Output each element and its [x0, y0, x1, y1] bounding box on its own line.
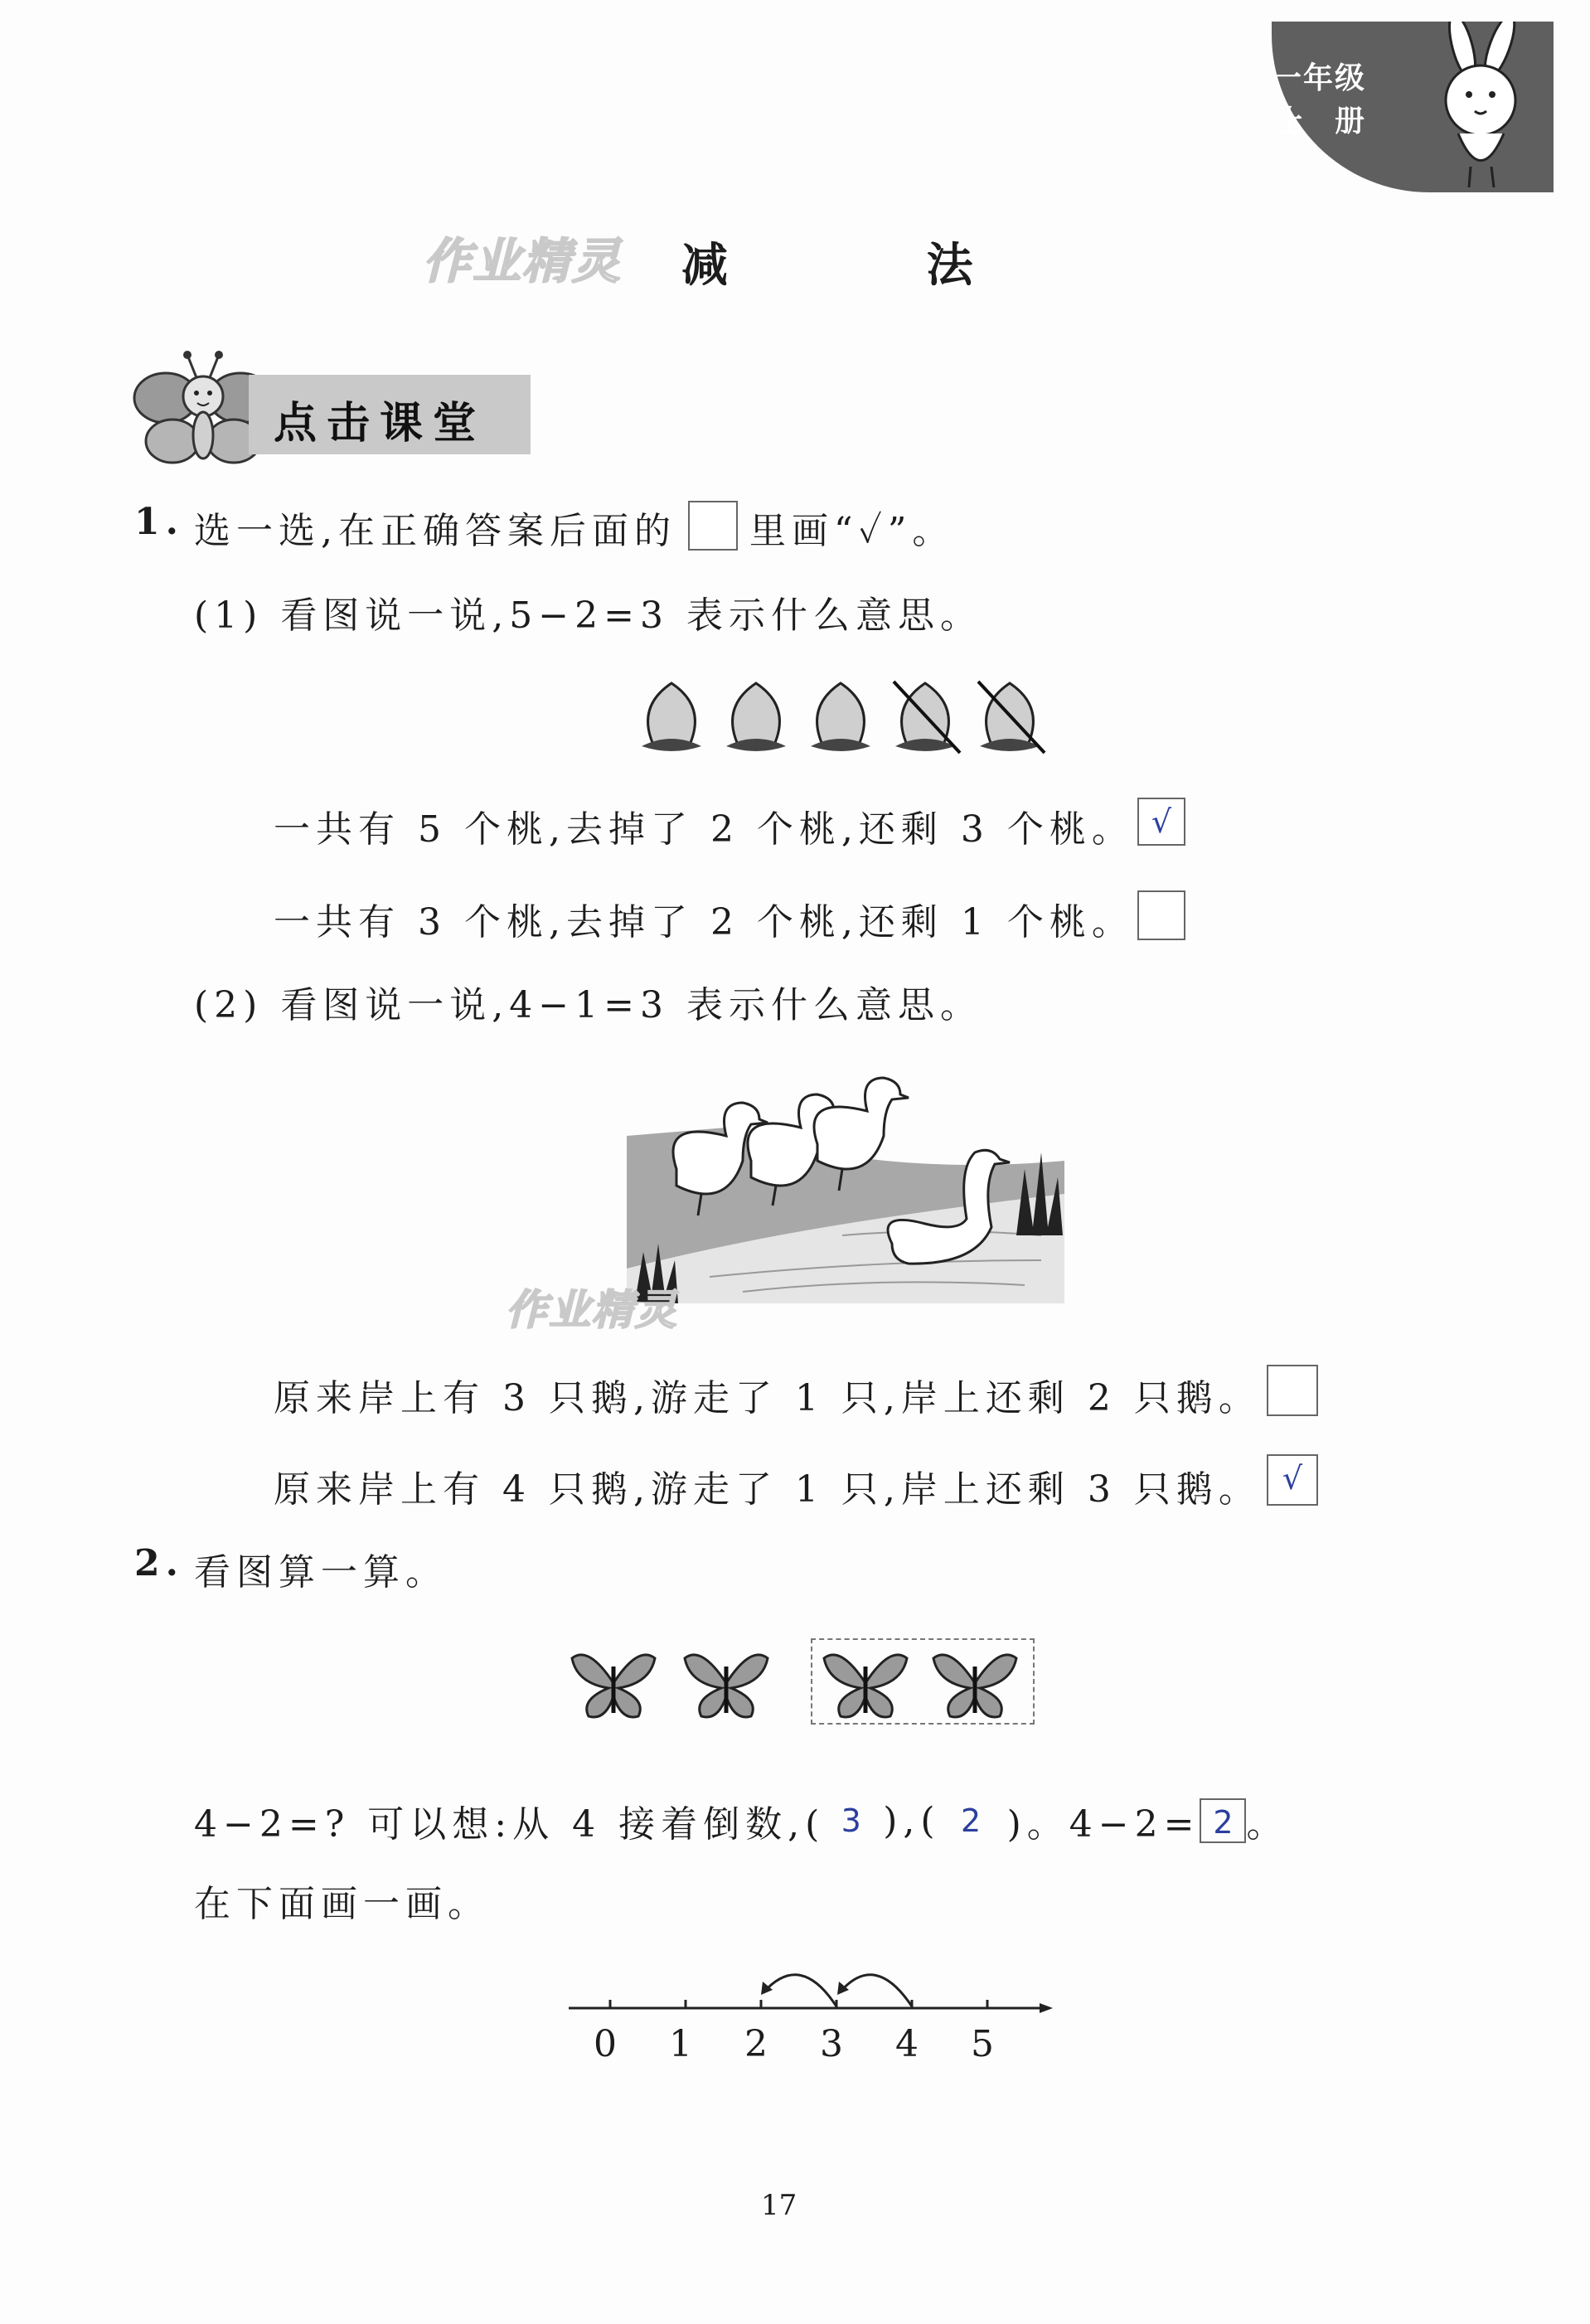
page-title: 减 法 [681, 239, 1064, 293]
butterfly-icon [572, 1655, 655, 1717]
tick-label: 2 [744, 2023, 768, 2065]
q2-text-c: )。4−2= [1006, 1803, 1200, 1846]
q1-p2-option1: 原来岸上有 3 只鹅,游走了 1 只,岸上还剩 2 只鹅。 [274, 1377, 1261, 1419]
answer-box-3[interactable]: 2 [1200, 1798, 1246, 1843]
answer-checkbox-3[interactable] [1267, 1365, 1318, 1416]
q2-draw-prompt: 在下面画一画。 [194, 1883, 490, 1925]
q1-part1-prompt: (1) 看图说一说,5−2=3 表示什么意思。 [194, 594, 983, 637]
volume-label: 上册 [1275, 104, 1395, 138]
q2-counting-line [194, 1794, 1288, 1847]
butterfly-icon [824, 1655, 907, 1717]
answer-1[interactable]: 3 [841, 1802, 867, 1839]
q1-p1-option2: 一共有 3 个桃,去掉了 2 个桃,还剩 1 个桃。 [274, 901, 1134, 944]
q1-p2-option2: 原来岸上有 4 只鹅,游走了 1 只,岸上还剩 3 只鹅。 [274, 1468, 1261, 1511]
crossed-peach-icon [894, 682, 960, 753]
watermark: 作业精灵 [423, 233, 623, 289]
peach-icon [642, 683, 701, 751]
tick-label: 1 [669, 2023, 692, 2065]
q2-text-b: ),( [883, 1799, 941, 1842]
tick-label: 5 [971, 2023, 994, 2065]
answer-checkbox-1[interactable]: √ [1137, 798, 1185, 846]
peach-icon [811, 683, 870, 751]
q2-text-a: 4−2=? 可以想:从 4 接着倒数,( [194, 1803, 826, 1846]
q2-number: 2. [134, 1542, 184, 1584]
tick-label: 0 [594, 2023, 617, 2065]
q2-prompt: 看图算一算。 [194, 1551, 448, 1594]
butterflies-illustration [569, 1647, 1033, 1721]
q1-part2-prompt: (2) 看图说一说,4−1=3 表示什么意思。 [194, 984, 983, 1026]
answer-2[interactable]: 2 [960, 1802, 987, 1839]
page-number: 17 [761, 2189, 797, 2222]
answer-checkbox-2[interactable] [1137, 890, 1185, 940]
q1-number: 1. [134, 501, 184, 543]
crossed-peach-icon [978, 682, 1045, 753]
grade-badge [1272, 22, 1554, 192]
jump-arrow [764, 1975, 836, 2006]
tick-label: 4 [895, 2023, 919, 2065]
q1-p1-option1: 一共有 5 个桃,去掉了 2 个桃,还剩 3 个桃。 [274, 808, 1134, 851]
answer-checkbox-4[interactable]: √ [1267, 1454, 1318, 1506]
q2-text-d: 。 [1246, 1803, 1289, 1846]
number-line-labels [594, 2023, 1025, 2073]
grade-label: 一年级 [1272, 61, 1367, 95]
tick-label: 3 [820, 2023, 843, 2065]
q1-instruction-b: 里画“✓”。 [749, 510, 955, 552]
instruction-box [688, 501, 738, 551]
butterfly-icon [685, 1655, 768, 1717]
peach-icon [726, 683, 786, 751]
geese-pond-illustration [627, 1070, 1064, 1303]
section-title: 点击课堂 [274, 399, 487, 449]
jump-arrow [841, 1975, 912, 2006]
butterfly-icon [933, 1655, 1016, 1717]
peaches-illustration [637, 673, 1059, 756]
q1-instruction-a: 选一选,在正确答案后面的 [194, 510, 676, 552]
watermark-2: 作业精灵 [506, 1286, 678, 1334]
rabbit-icon [1429, 22, 1554, 192]
